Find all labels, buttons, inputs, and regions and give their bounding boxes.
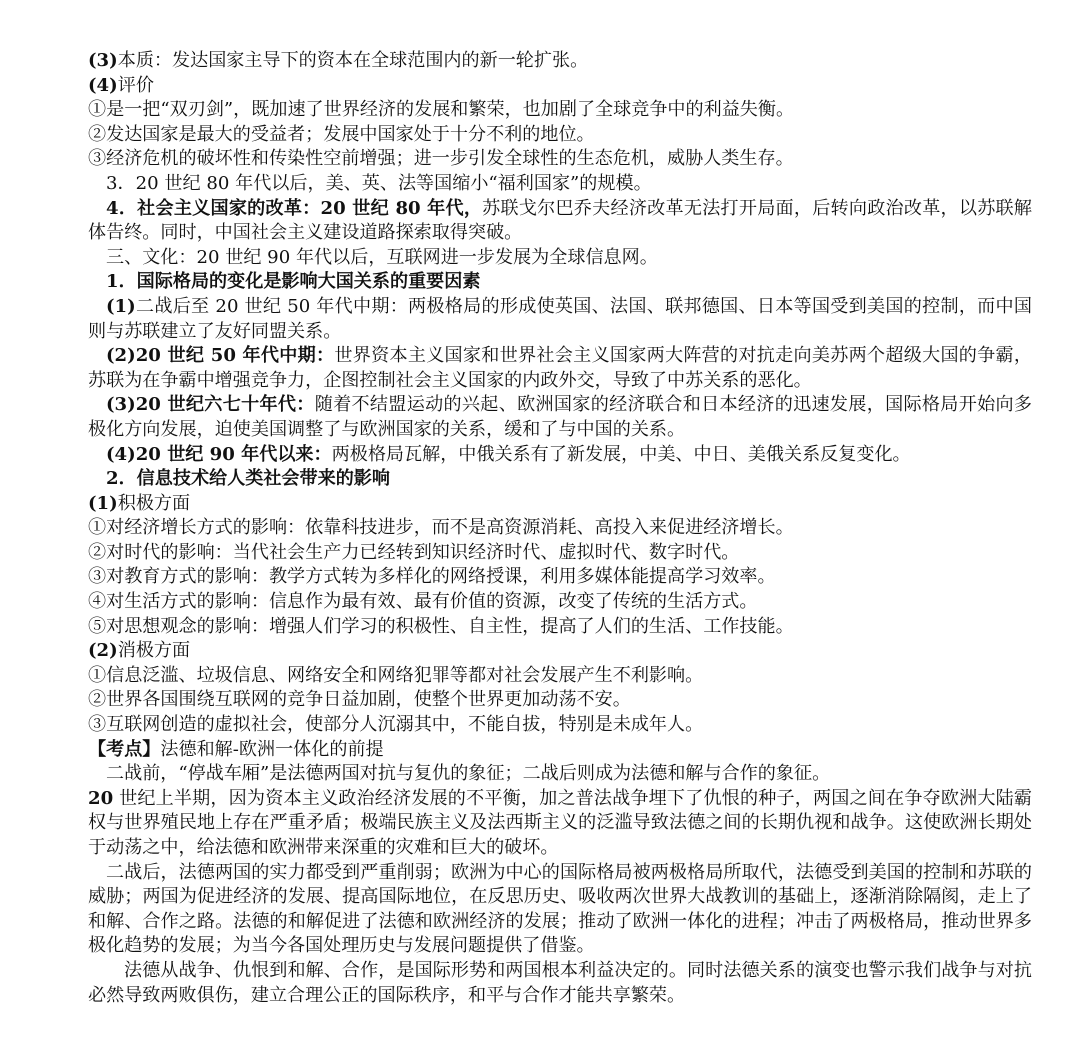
para-text: 评价: [117, 74, 154, 96]
para-first-half-century: [88, 787, 1032, 861]
para-marker: 4．社会主义国家的改革：20 世纪 80 年代，: [106, 197, 483, 219]
document-page: [88, 49, 1032, 1008]
positive-item-3: ③对教育方式的影响：教学方式转为多样化的网络授课，利用多媒体能提高学习效率。: [88, 566, 776, 588]
para-marker: (3): [88, 50, 118, 71]
para-text: 消极方面: [117, 640, 191, 662]
eval-item-1: ①是一把“双刃剑”，既加速了世界经济的发展和繁荣，也加剧了全球竞争中的利益失衡。: [88, 99, 795, 121]
heading-information-technology: 2．信息技术给人类社会带来的影响: [106, 468, 390, 490]
para-marker: (1): [88, 492, 118, 514]
para-marker: (2)20 世纪 50 年代中期：: [106, 345, 335, 367]
kaodian-tag: 【考点】: [88, 738, 161, 760]
para-text: 两极格局瓦解，中俄关系有了新发展，中美、中日、美俄关系反复变化。: [331, 443, 911, 465]
para-text: 本质：发达国家主导下的资本在全球范围内的新一轮扩张。: [117, 50, 589, 71]
para-text: 随着不结盟运动的兴起、欧洲国家的经济联合和日本经济的迅速发展，国际格局开始向多极化方向发展，迫使美国调整了与欧洲国家的关系，缓和了与中国的关系。: [88, 394, 1032, 440]
para-marker: 20: [88, 787, 114, 809]
negative-item-1: ①信息泛滥、垃圾信息、网络安全和网络犯罪等都对社会发展产生不利影响。: [88, 664, 704, 686]
para-postwar-reconciliation: 二战后，法德两国的实力都受到严重削弱；欧洲为中心的国际格局被两极格局所取代，法德受到美国的控制和苏联的威胁；两国为促进经济的发展、提高国际地位，在反思历史、吸收两次世界大战教训的基础上，逐渐消除隔阂，走上了和解、合作之路。法德的和解促进了法德和欧洲经济的发展；推动了欧洲一体化的进程；冲击了两极格局，推动世界多极化趋势的发展；为当今各国处理历史与发展问题提供了借鉴。: [88, 861, 1032, 957]
point-4-socialist-reform: [88, 197, 1032, 246]
para-text: 法德和解-欧洲一体化的前提: [160, 738, 384, 760]
pattern-item-1: [88, 295, 1032, 344]
para-text: 世纪上半期，因为资本主义政治经济发展的不平衡，加之普法战争埋下了仇恨的种子，两国之间在争夺欧洲大陆霸权与世界殖民地上存在严重矛盾；极端民族主义及法西斯主义的泛滥导致法德之间的长期仇视和战争。这使欧洲长期处于动荡之中，给法德和欧洲带来深重的灾难和巨大的破坏。: [88, 787, 1032, 858]
para-marker: (2): [88, 640, 118, 662]
negative-heading: [88, 639, 1032, 664]
eval-item-3: ③经济危机的破坏性和传染性空前增强；进一步引发全球性的生态危机，威胁人类生存。: [88, 148, 794, 170]
positive-item-1: ①对经济增长方式的影响：依靠科技进步，而不是高资源消耗、高投入来促进经济增长。: [88, 517, 794, 539]
para-text: 二战后至 20 世纪 50 年代中期：两极格局的形成使英国、法国、联邦德国、日本等国受到美国的控制，而中国则与苏联建立了友好同盟关系。: [88, 295, 1032, 342]
para-marker: (4): [88, 74, 118, 96]
para-marker: (4)20 世纪 90 年代以来：: [106, 443, 332, 465]
positive-item-4: ④对生活方式的影响：信息作为最有效、最有价值的资源，改变了传统的生活方式。: [88, 591, 758, 613]
para-conclusion: 法德从战争、仇恨到和解、合作，是国际形势和两国根本利益决定的。同时法德关系的演变也警示我们战争与对抗必然导致两败俱伤，建立合理公正的国际秩序，和平与合作才能共享繁荣。: [88, 959, 1032, 1006]
positive-item-5: ⑤对思想观念的影响：增强人们学习的积极性、自主性，提高了人们的生活、工作技能。: [88, 615, 794, 637]
positive-item-2: ②对时代的影响：当代社会生产力已经转到知识经济时代、虚拟时代、数字时代。: [88, 541, 740, 563]
section-culture: 三、文化：20 世纪 90 年代以后，互联网进一步发展为全球信息网。: [106, 246, 658, 268]
pattern-item-3: [88, 393, 1032, 442]
pattern-item-2: [88, 344, 1032, 393]
para-3-essence: [88, 49, 1032, 74]
eval-item-2: ②发达国家是最大的受益者；发展中国家处于十分不利的地位。: [88, 123, 595, 145]
point-3-welfare: 3．20 世纪 80 年代以后，美、英、法等国缩小“福利国家”的规模。: [106, 172, 652, 194]
para-armistice-car: 二战前，“停战车厢”是法德两国对抗与复仇的象征；二战后则成为法德和解与合作的象征。: [106, 763, 831, 785]
kaodian-heading: [88, 738, 1032, 763]
para-marker: (1): [106, 295, 136, 317]
para-4-evaluation-heading: [88, 74, 1032, 99]
heading-international-pattern: 1．国际格局的变化是影响大国关系的重要因素: [106, 271, 481, 293]
pattern-item-4: [88, 443, 1032, 468]
para-text: 积极方面: [117, 492, 191, 514]
para-text: 世界资本主义国家和世界社会主义国家两大阵营的对抗走向美苏两个超级大国的争霸，苏联为在争霸中增强竞争力，企图控制社会主义国家的内政外交，导致了中苏关系的恶化。: [88, 345, 1032, 391]
para-marker: (3)20 世纪六七十年代：: [106, 394, 315, 416]
para-text: 苏联戈尔巴乔夫经济改革无法打开局面，后转向政治改革，以苏联解体告终。同时，中国社会主义建设道路探索取得突破。: [88, 197, 1032, 244]
negative-item-2: ②世界各国围绕互联网的竞争日益加剧，使整个世界更加动荡不安。: [88, 689, 631, 711]
negative-item-3: ③互联网创造的虚拟社会，使部分人沉溺其中，不能自拔，特别是未成年人。: [88, 714, 704, 736]
positive-heading: [88, 492, 1032, 517]
